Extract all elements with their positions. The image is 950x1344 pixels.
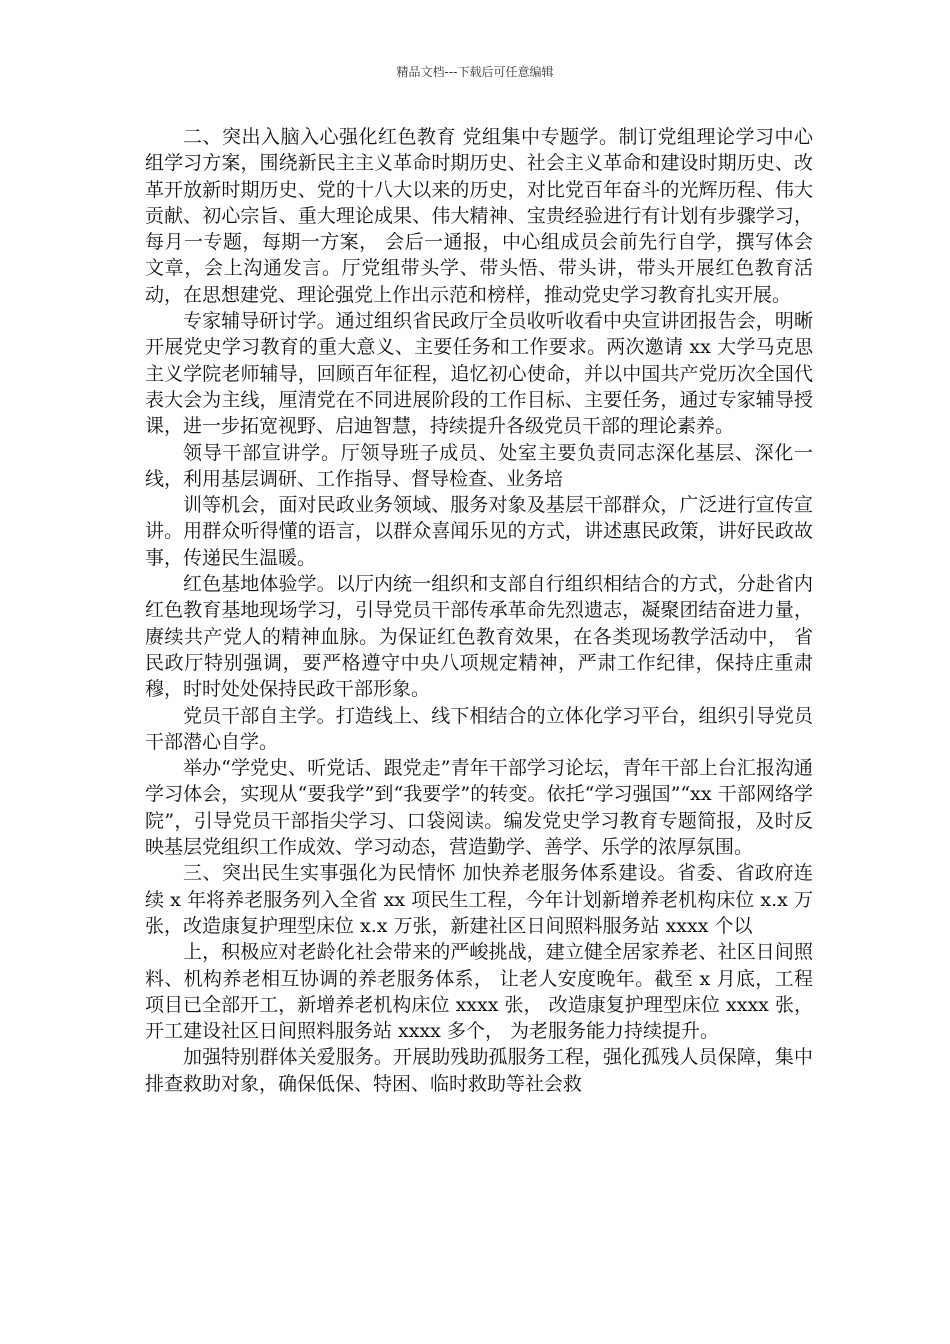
paragraph-9: 上，积极应对老龄化社会带来的严峻挑战，建立健全居家养老、社区日间照料、机构养老相互协调的养老服务体系， 让老人安度晚年。截至 x 月底，工程项目已全部开工，新增养老机构床位 xxxx 张， 改造康复护理型床位 xxxx 张，开工建设社区日间照料服务站 xxxx 多个， 为老服务能力持续提升。 — [145, 941, 813, 1043]
paragraph-2: 专家辅导研讨学。通过组织省民政厅全员收听收看中央宣讲团报告会，明晰开展党史学习教育的重大意义、主要任务和工作要求。两次邀请 xx 大学马克思主义学院老师辅导，回顾百年征程，追忆初心使命，并以中国共产党历次全国代表大会为主线，厘清党在不同进展阶段的工作目标、主要任务，通过专家辅导授课，进一步拓宽视野、启迪智慧，持续提升各级党员干部的理论素养。 — [145, 310, 813, 438]
paragraph-7: 举办“学党史、听党话、跟党走”青年干部学习论坛，青年干部上台汇报沟通学习体会，实现从“要我学”到“我要学”的转变。依托“学习强国”“xx 干部网络学院”，引导党员干部指尖学习、口袋阅读。编发党史学习教育专题简报，及时反映基层党组织工作成效、学习动态，营造勤学、善学、乐学的浓厚氛围。 — [145, 757, 813, 859]
paragraph-8: 三、突出民生实事强化为民情怀 加快养老服务体系建设。省委、省政府连续 x 年将养老服务列入全省 xx 项民生工程，今年计划新增养老机构床位 x.x 万张，改造康复护理型床位 x.x 万张，新建社区日间照料服务站 xxxx 个以 — [145, 862, 813, 937]
paragraph-10: 加强特别群体关爱服务。开展助残助孤服务工程，强化孤残人员保障，集中排查救助对象，确保低保、特困、临时救助等社会救 — [145, 1046, 813, 1095]
paragraph-5: 红色基地体验学。以厅内统一组织和支部自行组织相结合的方式，分赴省内红色教育基地现场学习，引导党员干部传承革命先烈遗志，凝聚团结奋进力量，赓续共产党人的精神血脉。为保证红色教育效果，在各类现场教学活动中， 省民政厅特别强调，要严格遵守中央八项规定精神，严肃工作纪律，保持庄重肃穆，时时处处保持民政干部形象。 — [145, 573, 813, 701]
page-header: 精品文档---下载后可任意编辑 — [396, 65, 554, 79]
paragraph-6: 党员干部自主学。打造线上、线下相结合的立体化学习平台，组织引导党员干部潜心自学。 — [145, 704, 813, 753]
paragraph-3: 领导干部宣讲学。厅领导班子成员、处室主要负责同志深化基层、深化一线，利用基层调研、工作指导、督导检查、业务培 — [145, 441, 813, 490]
document-body — [145, 124, 813, 1097]
paragraph-4: 训等机会，面对民政业务领域、服务对象及基层干部群众，广泛进行宣传宣讲。用群众听得懂的语言，以群众喜闻乐见的方式，讲述惠民政策，讲好民政故事，传递民生温暖。 — [145, 494, 813, 569]
paragraph-1: 二、突出入脑入心强化红色教育 党组集中专题学。制订党组理论学习中心组学习方案，围绕新民主主义革命时期历史、社会主义革命和建设时期历史、改革开放新时期历史、党的十八大以来的历史，对比党百年奋斗的光辉历程、伟大贡献、初心宗旨、重大理论成果、伟大精神、宝贵经验进行有计划有步骤学习，每月一专题，每期一方案， 会后一通报，中心组成员会前先行自学，撰写体会文章，会上沟通发言。厅党组带头学、带头悟、带头讲，带头开展红色教育活动，在思想建党、理论强党上作出示范和榜样，推动党史学习教育扎实开展。 — [145, 126, 813, 306]
